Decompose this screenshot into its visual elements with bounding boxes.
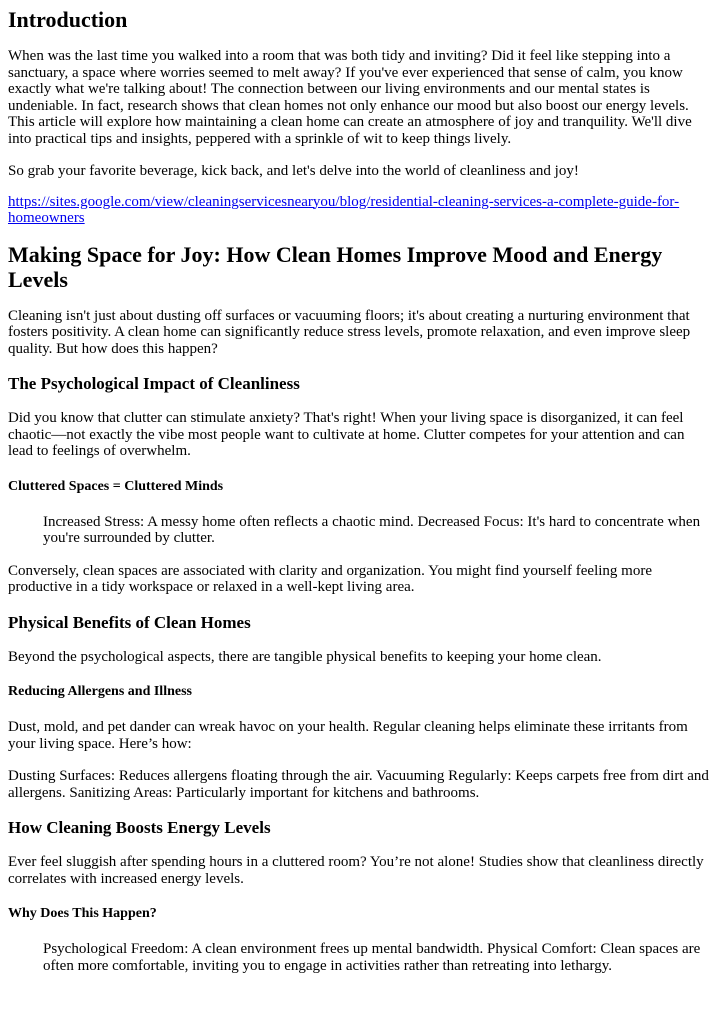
physical-paragraph-1: Beyond the psychological aspects, there are tangible physical benefits to keeping your home clean. (8, 648, 602, 665)
intro-paragraph-1: When was the last time you walked into a room that was both tidy and inviting? Did it feel like stepping into a sanctuary, a space where worries seemed to melt away? If you've ever experienced that sense of calm, you know exactly what we're talking about! The connection between our living environments and our mental states is undeniable. In fact, research shows that clean homes not only enhance our mood but also boost our energy levels. This article will explore how maintaining a clean home can create an atmosphere of joy and tranquility. We'll dive into practical tips and insights, peppered with a sprinkle of wit to keep things lively. (8, 48, 692, 147)
psych-heading: The Psychological Impact of Cleanliness (8, 374, 300, 393)
physical-paragraph-2: Dust, mold, and pet dander can wreak havoc on your health. Regular cleaning helps eliminate these irritants from your living space. Here’s how: (8, 719, 688, 752)
physical-paragraph-3: Dusting Surfaces: Reduces allergens floating through the air. Vacuuming Regularly: Keeps carpets free from dirt and allergens. Sanitizing Areas: Particularly important for kitchens and bathrooms. (8, 768, 709, 801)
energy-subheading: Why Does This Happen? (8, 906, 157, 921)
physical-subheading: Reducing Allergens and Illness (8, 684, 192, 699)
energy-heading: How Cleaning Boosts Energy Levels (8, 818, 271, 837)
energy-paragraph-1: Ever feel sluggish after spending hours in a cluttered room? You’re not alone! Studies show that cleanliness directly correlates with increased energy levels. (8, 854, 704, 887)
joy-paragraph: Cleaning isn't just about dusting off surfaces or vacuuming floors; it's about creating a nurturing environment that fosters positivity. A clean home can significantly reduce stress levels, promote relaxation, and even improve sleep quality. But how does this happen? (8, 307, 691, 357)
intro-heading: Introduction (8, 7, 128, 32)
psych-subheading: Cluttered Spaces = Cluttered Minds (8, 478, 224, 494)
intro-paragraph-2: So grab your favorite beverage, kick back, and let's delve into the world of cleanliness and joy! (8, 163, 579, 179)
joy-heading: Making Space for Joy: How Clean Homes Improve Mood and Energy Levels (8, 241, 663, 292)
psych-blockquote: Increased Stress: A messy home often reflects a chaotic mind. Decreased Focus: It's hard to concentrate when you're surrounded by clutter. (43, 513, 701, 546)
intro-link-paragraph (8, 194, 712, 227)
psych-paragraph-2: Conversely, clean spaces are associated with clarity and organization. You might find yourself feeling more productive in a tidy workspace or relaxed in a well-kept living area. (8, 562, 652, 595)
energy-blockquote: Psychological Freedom: A clean environment frees up mental bandwidth. Physical Comfort: Clean spaces are often more comfortable, inviting you to engage in activities rather than retreating into lethargy. (43, 941, 701, 974)
physical-heading: Physical Benefits of Clean Homes (8, 612, 251, 632)
psych-paragraph-1: Did you know that clutter can stimulate anxiety? That's right! When your living space is disorganized, it can feel chaotic—not exactly the vibe most people want to cultivate at home. Clutter competes for your attention and can lead to feelings of overwhelm. (8, 410, 685, 459)
article-link[interactable]: https://sites.google.com/view/cleaningservicesnearyou/blog/residential-cleaning-services-a-complete-guide-for-homeowners (8, 193, 680, 226)
